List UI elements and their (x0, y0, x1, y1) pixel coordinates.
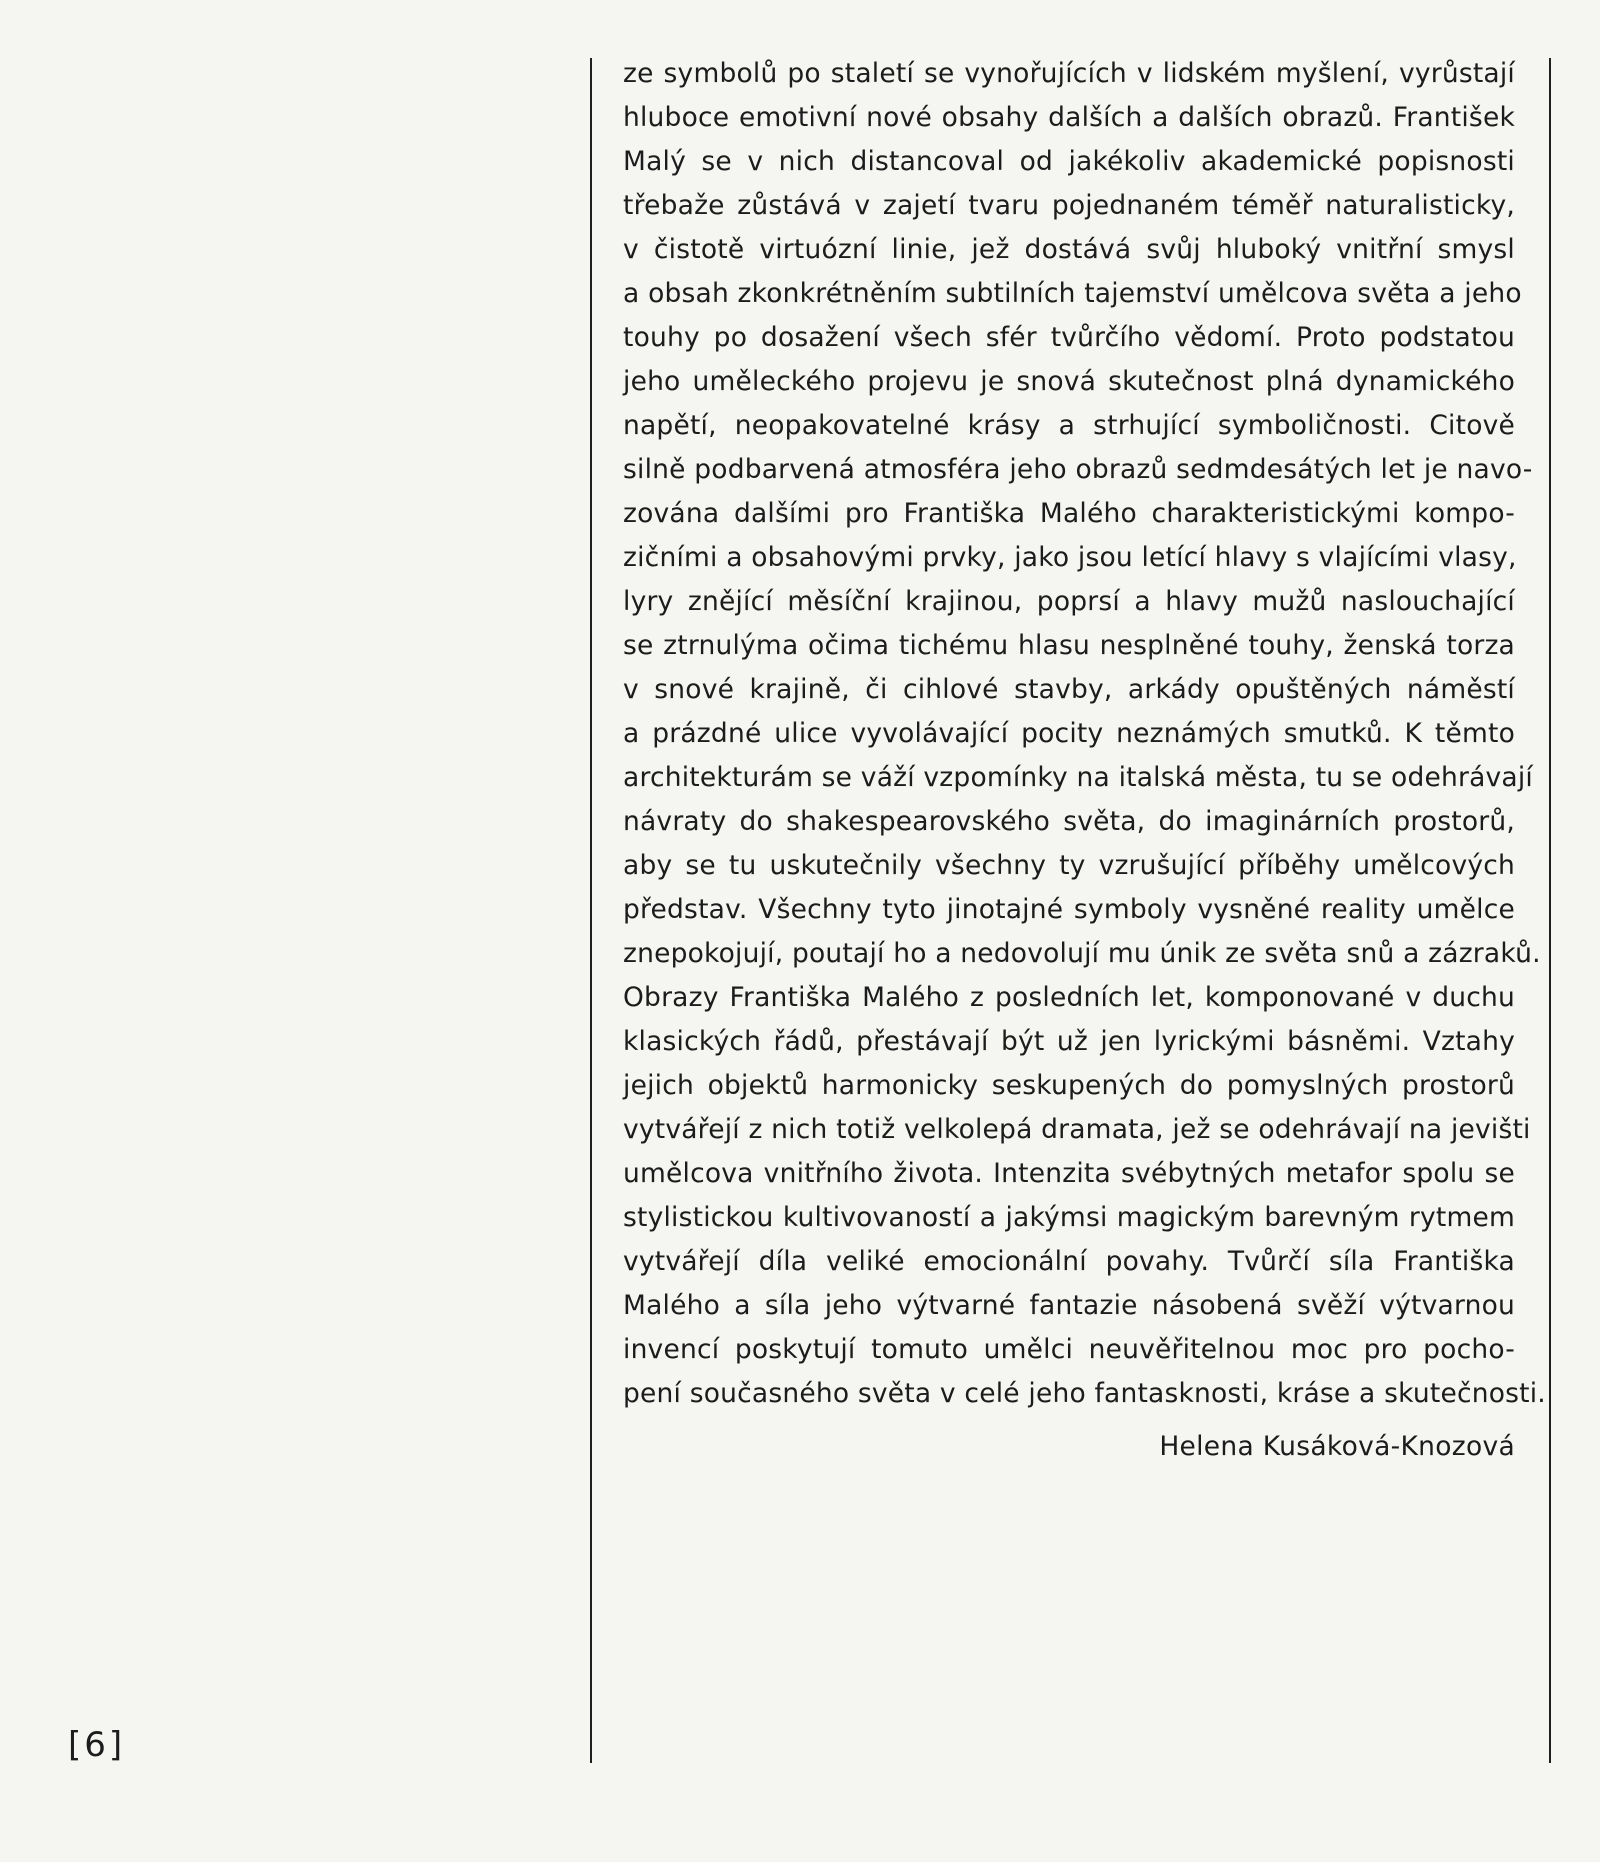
right-column-rule (1549, 58, 1551, 1763)
text-line: návraty do shakespearovského světa, do imaginárních prostorů, (623, 806, 1515, 837)
text-line: pení současného světa v celé jeho fantasknosti, kráse a skutečnosti. (623, 1378, 1546, 1409)
text-line: představ. Všechny tyto jinotajné symboly vysněné reality umělce (623, 894, 1515, 925)
text-line: lyry znějící měsíční krajinou, poprsí a hlavy mužů naslouchající (623, 586, 1515, 617)
text-line: invencí poskytují tomuto umělci neuvěřitelnou moc pro pocho- (623, 1334, 1515, 1365)
text-line: zována dalšími pro Františka Malého charakteristickými kompo- (623, 498, 1515, 529)
text-line: umělcova vnitřního života. Intenzita svébytných metafor spolu se (623, 1158, 1515, 1189)
text-line: v čistotě virtuózní linie, jež dostává svůj hluboký vnitřní smysl (623, 234, 1515, 265)
text-line: stylistickou kultivovaností a jakýmsi magickým barevným rytmem (623, 1202, 1515, 1233)
text-line: třebaže zůstává v zajetí tvaru pojednaném téměř naturalisticky, (623, 190, 1515, 221)
text-line: Obrazy Františka Malého z posledních let, komponované v duchu (623, 982, 1515, 1013)
text-line: architekturám se váží vzpomínky na italská města, tu se odehrávají (623, 762, 1533, 793)
text-line: aby se tu uskutečnily všechny ty vzrušující příběhy umělcových (623, 850, 1515, 881)
text-line: znepokojují, poutají ho a nedovolují mu únik ze světa snů a zázraků. (623, 938, 1541, 969)
text-line: jeho uměleckého projevu je snová skutečnost plná dynamického (623, 366, 1515, 397)
text-line: Malého a síla jeho výtvarné fantazie násobená svěží výtvarnou (623, 1290, 1515, 1321)
text-line: jejich objektů harmonicky seskupených do pomyslných prostorů (623, 1070, 1515, 1101)
text-line: Malý se v nich distancoval od jakékoliv akademické popisnosti (623, 146, 1515, 177)
author-signature: Helena Kusáková-Knozová (1159, 1431, 1515, 1462)
text-line: hluboce emotivní nové obsahy dalších a dalších obrazů. František (623, 102, 1515, 133)
text-line: a obsah zkonkrétněním subtilních tajemství umělcova světa a jeho (623, 278, 1522, 309)
text-line: touhy po dosažení všech sfér tvůrčího vědomí. Proto podstatou (623, 322, 1515, 353)
text-line: se ztrnulýma očima tichému hlasu nesplněné touhy, ženská torza (623, 630, 1515, 661)
essay-text-column (623, 52, 1546, 1416)
left-column-rule (590, 58, 592, 1763)
text-line: silně podbarvená atmosféra jeho obrazů sedmdesátých let je navo- (623, 454, 1533, 485)
page-number: [6] (68, 1725, 126, 1765)
text-line: vytvářejí z nich totiž velkolepá dramata, jež se odehrávají na jevišti (623, 1114, 1531, 1145)
text-line: zičními a obsahovými prvky, jako jsou letící hlavy s vlajícími vlasy, (623, 542, 1517, 573)
text-line: ze symbolů po staletí se vynořujících v lidském myšlení, vyrůstají (623, 58, 1515, 89)
text-line: klasických řádů, přestávají být už jen lyrickými básněmi. Vztahy (623, 1026, 1515, 1057)
text-line: napětí, neopakovatelné krásy a strhující symboličnosti. Citově (623, 410, 1515, 441)
text-line: a prázdné ulice vyvolávající pocity neznámých smutků. K těmto (623, 718, 1515, 749)
text-line: vytvářejí díla veliké emocionální povahy. Tvůrčí síla Františka (623, 1246, 1515, 1277)
text-line: v snové krajině, či cihlové stavby, arkády opuštěných náměstí (623, 674, 1515, 705)
